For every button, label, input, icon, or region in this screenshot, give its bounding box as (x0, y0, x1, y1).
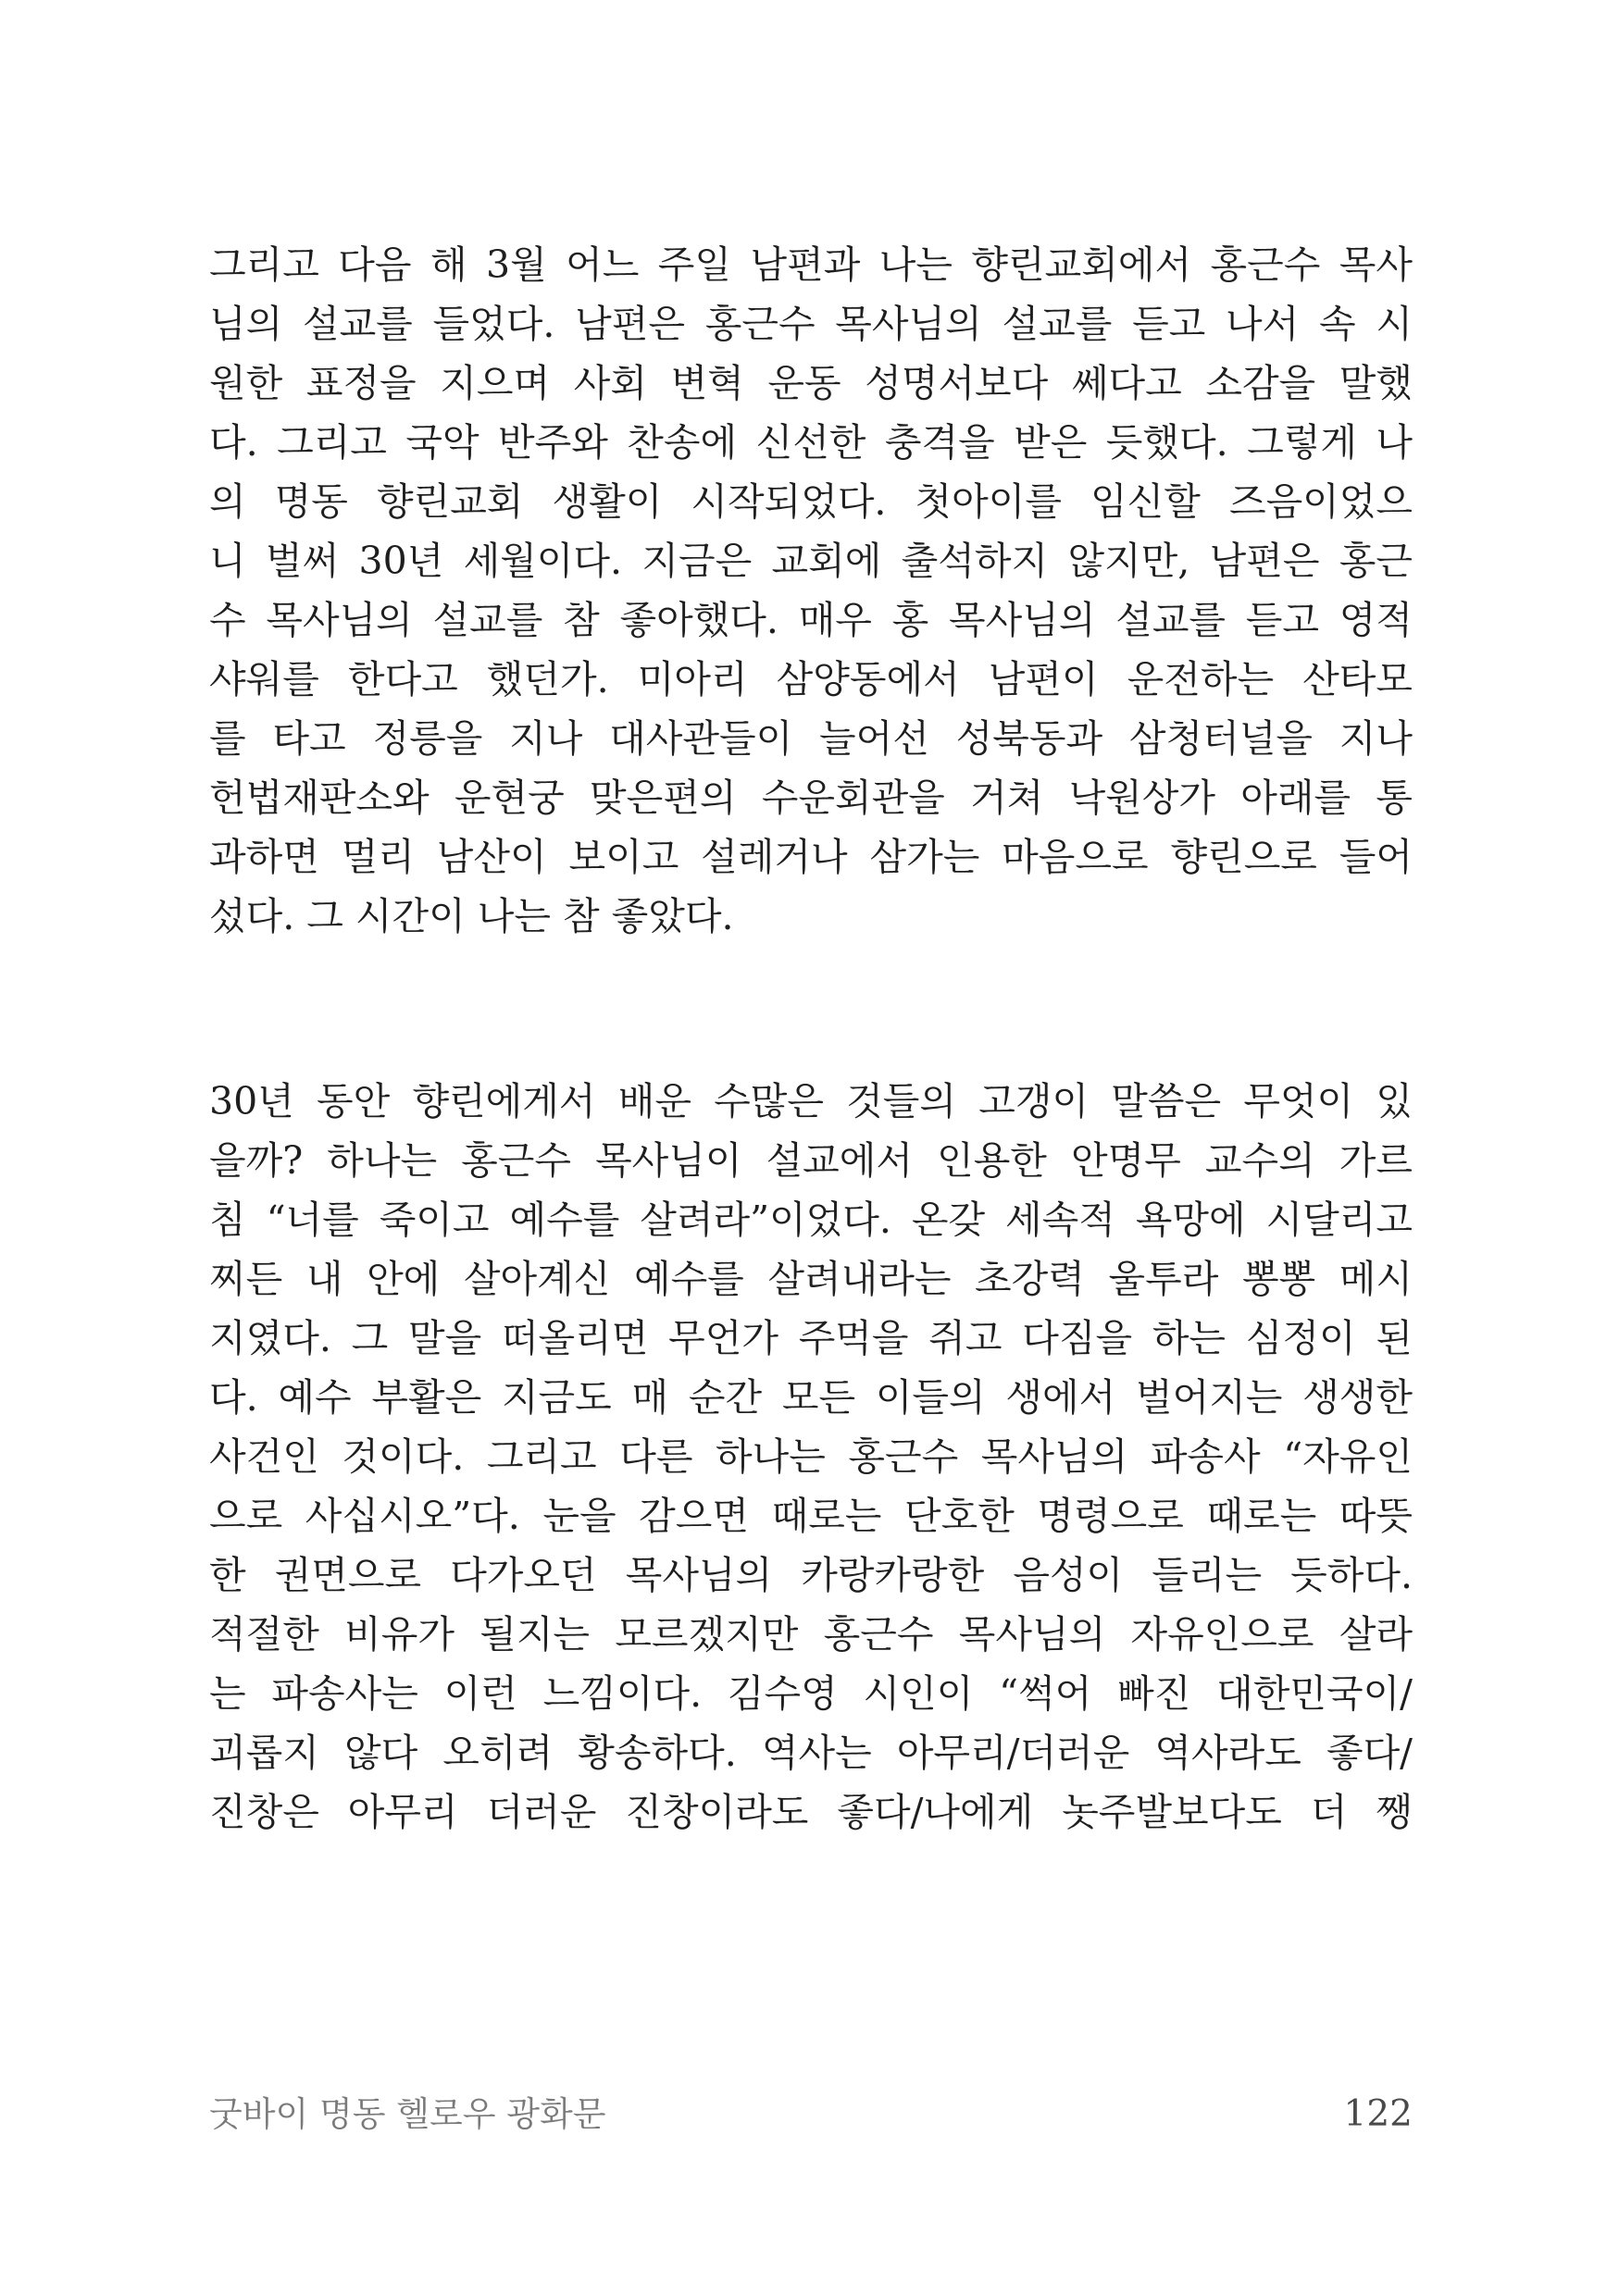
text-line: 다. 그리고 국악 반주와 찬송에 신선한 충격을 받은 듯했다. 그렇게 나 (209, 420, 1413, 465)
page-number: 122 (1343, 2093, 1413, 2135)
text-line: 사건인 것이다. 그리고 다른 하나는 홍근수 목사님의 파송사 “자유인 (209, 1434, 1413, 1479)
text-line: 30년 동안 향린에게서 배운 수많은 것들의 고갱이 말씀은 무엇이 있 (209, 1079, 1413, 1123)
text-line: 는 파송사는 이런 느낌이다. 김수영 시인이 “썩어 빠진 대한민국이/ (209, 1671, 1413, 1716)
text-line: 섰다. 그 시간이 나는 참 좋았다. (209, 894, 734, 938)
text-line: 침 “너를 죽이고 예수를 살려라”이었다. 온갖 세속적 욕망에 시달리고 (209, 1198, 1413, 1242)
paragraph-spacer (209, 946, 1413, 1072)
text-line: 의 명동 향린교회 생활이 시작되었다. 첫아이를 임신할 즈음이었으 (209, 479, 1413, 524)
text-line: 헌법재판소와 운현궁 맞은편의 수운회관을 거쳐 낙원상가 아래를 통 (209, 776, 1413, 820)
running-footer-title: 굿바이 명동 헬로우 광화문 (209, 2094, 606, 2134)
text-line: 샤워를 한다고 했던가. 미아리 삼양동에서 남편이 운전하는 산타모 (209, 657, 1413, 701)
text-line: 진창은 아무리 더러운 진창이라도 좋다/나에게 놋주발보다도 더 쨍 (209, 1790, 1413, 1834)
text-line: 수 목사님의 설교를 참 좋아했다. 매우 홍 목사님의 설교를 듣고 영적 (209, 598, 1413, 642)
text-line: 괴롭지 않다 오히려 황송하다. 역사는 아무리/더러운 역사라도 좋다/ (209, 1731, 1413, 1775)
text-line: 으로 사십시오”다. 눈을 감으면 때로는 단호한 명령으로 때로는 따뜻 (209, 1494, 1413, 1538)
text-line: 찌든 내 안에 살아계신 예수를 살려내라는 초강력 울투라 뽕뽕 메시 (209, 1257, 1413, 1301)
paragraph-2 (209, 1072, 1413, 1842)
text-line: 원한 표정을 지으며 사회 변혁 운동 성명서보다 쎄다고 소감을 말했 (209, 361, 1413, 405)
text-line: 을까? 하나는 홍근수 목사님이 설교에서 인용한 안명무 교수의 가르 (209, 1138, 1413, 1183)
body-text (209, 235, 1413, 1842)
text-line: 지였다. 그 말을 떠올리면 무언가 주먹을 쥐고 다짐을 하는 심정이 된 (209, 1316, 1413, 1360)
text-line: 적절한 비유가 될지는 모르겠지만 홍근수 목사님의 자유인으로 살라 (209, 1612, 1413, 1657)
text-line: 한 권면으로 다가오던 목사님의 카랑카랑한 음성이 들리는 듯하다. (209, 1553, 1413, 1597)
text-line: 과하면 멀리 남산이 보이고 설레거나 삼가는 마음으로 향린으로 들어 (209, 835, 1413, 879)
text-line: 다. 예수 부활은 지금도 매 순간 모든 이들의 생에서 벌어지는 생생한 (209, 1375, 1413, 1420)
page-footer (209, 2085, 1413, 2144)
paragraph-1 (209, 235, 1413, 946)
text-line: 를 타고 정릉을 지나 대사관들이 늘어선 성북동과 삼청터널을 지나 (209, 716, 1413, 761)
text-line: 님의 설교를 들었다. 남편은 홍근수 목사님의 설교를 듣고 나서 속 시 (209, 302, 1413, 346)
text-line: 니 벌써 30년 세월이다. 지금은 교회에 출석하지 않지만, 남편은 홍근 (209, 539, 1413, 583)
text-line: 그리고 다음 해 3월 어느 주일 남편과 나는 향린교회에서 홍근수 목사 (209, 242, 1413, 287)
